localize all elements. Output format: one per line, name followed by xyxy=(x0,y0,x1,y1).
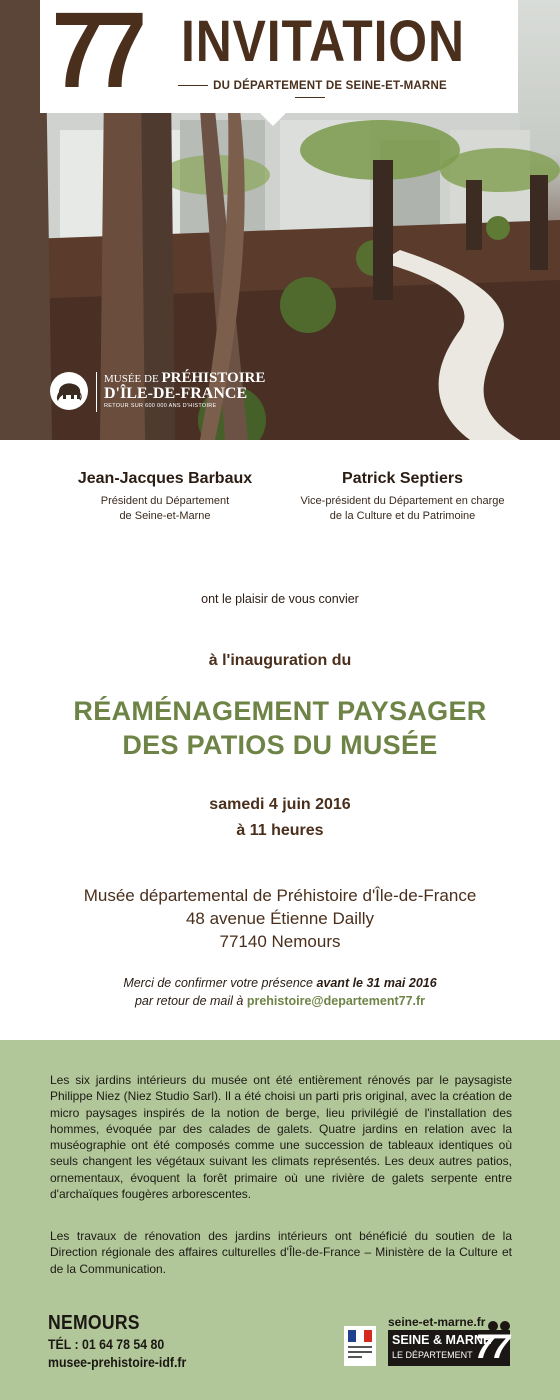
museum-logo-line1: MUSÉE DE PRÉHISTOIRE xyxy=(104,370,266,386)
hero-photo xyxy=(0,0,560,440)
host-name: Patrick Septiers xyxy=(342,470,463,487)
marianne-icon xyxy=(344,1326,376,1366)
footer-phone: TÉL : 01 64 78 54 80 xyxy=(48,1336,165,1352)
invitation-subtitle: DU DÉPARTEMENT DE SEINE-ET-MARNE xyxy=(160,80,460,104)
museum-logo xyxy=(50,370,290,420)
footer-website-link[interactable]: musee-prehistoire-idf.fr xyxy=(48,1354,187,1370)
description-paragraph-2: Les travaux de rénovation des jardins intérieurs ont bénéficié du soutien de la Direction régionale des affaires culturelles d'Île-de-France – Ministère de la Culture et de la Communication. xyxy=(50,1229,512,1276)
description-paragraph-1: Les six jardins intérieurs du musée ont été entièrement rénovés par le paysagiste Philippe Niez (Niez Studio Sarl). Il a été choisi un parti pris original, avec la création de micro paysages inspirés de la notion de berge, lieu privilégié de l'installation des hommes, évoquée par des calades de galets. Quatre jardins en relation avec la muséographie ont été composés comme une succession de tableaux identiques où seuls changent les végétaux suivant les climats représentés. Les deux autres patios, ornementaux, évoquent la forêt primaire où une rivière de galets serpente entre d'archaïques fougères arborescentes. xyxy=(50,1073,512,1202)
event-venue: Musée départemental de Préhistoire d'Île-de-France 48 avenue Étienne Dailly 77140 Nemours xyxy=(83,886,477,951)
department-number: 77 xyxy=(52,0,139,110)
invitation-title: INVITATION xyxy=(181,9,465,74)
host-role: Président du Département de Seine-et-Marne xyxy=(100,495,230,522)
host-barbaux xyxy=(60,470,270,524)
logo-separator xyxy=(96,372,97,412)
event-date: samedi 4 juin 2016 xyxy=(209,796,351,813)
title-notch xyxy=(259,112,287,126)
host-role: Vice-président du Département en charge de la Culture et du Patrimoine xyxy=(300,495,505,522)
department-logo-number: 77 xyxy=(475,1328,507,1366)
mammoth-icon xyxy=(50,372,88,410)
department-logo xyxy=(388,1330,510,1366)
museum-logo-line2: D'ÎLE-DE-FRANCE xyxy=(104,385,248,402)
rsvp-email-link[interactable]: prehistoire@departement77.fr xyxy=(246,994,426,1008)
department-website-link[interactable]: seine-et-marne.fr xyxy=(388,1315,486,1329)
department-subtitle: LE DÉPARTEMENT xyxy=(392,1350,473,1360)
inauguration-label: à l'inauguration du xyxy=(208,652,352,669)
department-name: SEINE & MARNE xyxy=(392,1333,492,1347)
invite-phrase: ont le plaisir de vous convier xyxy=(201,592,359,606)
host-septiers xyxy=(275,470,530,524)
footer-city: NEMOURS xyxy=(48,1312,140,1334)
museum-logo-tagline: RETOUR SUR 600 000 ANS D'HISTOIRE xyxy=(104,403,217,409)
rsvp-note: Merci de confirmer votre présence avant le 31 mai 2016 par retour de mail à prehistoire@departement77.fr xyxy=(123,976,437,1008)
event-title: RÉAMÉNAGEMENT PAYSAGER DES PATIOS DU MUSÉE xyxy=(73,696,487,760)
host-name: Jean-Jacques Barbaux xyxy=(77,470,253,487)
event-time: à 11 heures xyxy=(236,822,324,839)
